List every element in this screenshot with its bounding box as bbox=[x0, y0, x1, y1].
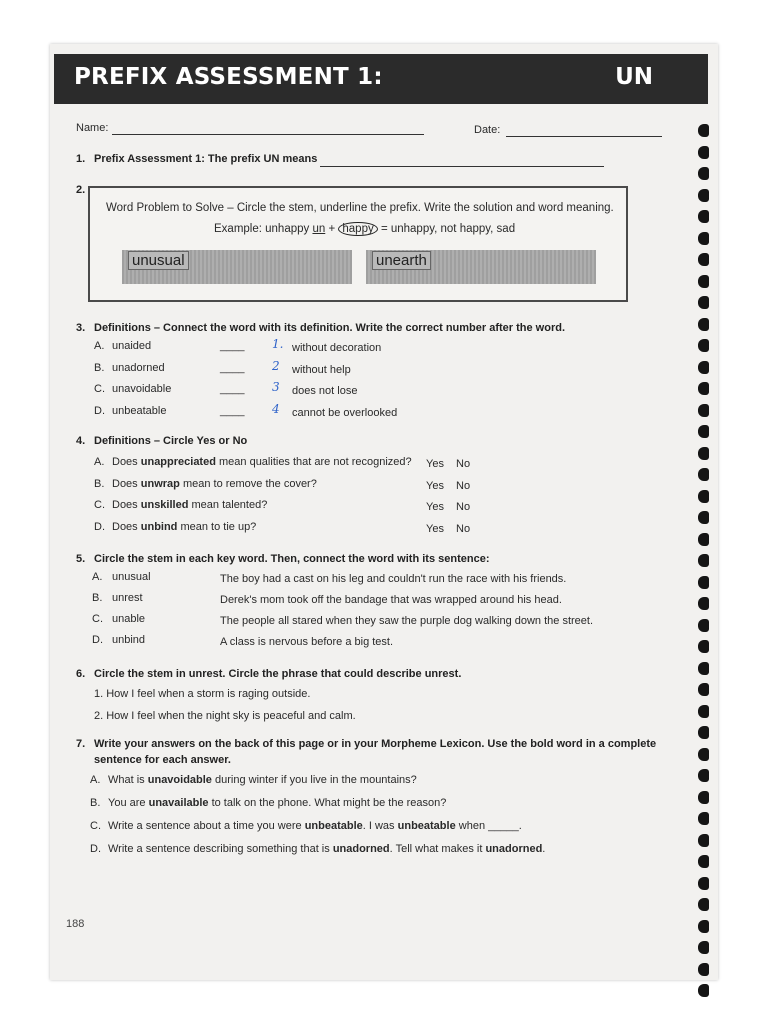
spiral-ring bbox=[698, 382, 709, 395]
spiral-ring bbox=[698, 898, 709, 911]
q3-item-blank[interactable]: ____ bbox=[220, 404, 245, 417]
spiral-ring bbox=[698, 124, 709, 137]
example-prefix: un bbox=[312, 223, 326, 235]
q7-prompt-end: . bbox=[542, 843, 546, 855]
spiral-ring bbox=[698, 576, 709, 589]
example-result: = unhappy, not happy, sad bbox=[380, 223, 516, 235]
q7-prompt-lead: Write a sentence about a time you were bbox=[108, 820, 302, 832]
q7-item-prompt bbox=[108, 843, 545, 855]
q5-item-letter: A. bbox=[92, 571, 103, 583]
q7-prompt-tail: to talk on the phone. What might be the reason? bbox=[211, 797, 447, 809]
spiral-ring bbox=[698, 640, 709, 653]
q4-item-letter: D. bbox=[94, 520, 105, 533]
q2-instruction: Word Problem to Solve – Circle the stem, underline the prefix. Write the solution and word meaning. bbox=[106, 202, 614, 214]
q4-text: Definitions – Circle Yes or No bbox=[94, 435, 248, 447]
spiral-ring bbox=[698, 920, 709, 933]
q5-text: Circle the stem in each key word. Then, connect the word with its sentence: bbox=[94, 553, 490, 565]
q4-item-letter: B. bbox=[94, 477, 105, 490]
q1-number: 1. bbox=[76, 153, 86, 165]
q3-item-letter: C. bbox=[94, 383, 105, 395]
q4-question-tail: mean talented? bbox=[191, 499, 268, 511]
date-label: Date: bbox=[474, 124, 501, 136]
spiral-ring bbox=[698, 361, 709, 374]
q7-prompt-end: when _____. bbox=[458, 820, 522, 832]
q7-item-prompt bbox=[108, 797, 446, 809]
spiral-ring bbox=[698, 425, 709, 438]
spiral-ring bbox=[698, 275, 709, 288]
q2-number: 2. bbox=[76, 184, 86, 196]
q7-bold-word: unavailable bbox=[148, 797, 209, 809]
q7-bold-word: unadorned bbox=[485, 843, 543, 855]
q1-answer-field[interactable] bbox=[320, 166, 604, 167]
q4-question-lead: Does bbox=[112, 520, 138, 533]
spiral-ring bbox=[698, 296, 709, 309]
q3-handwritten-number: 2 bbox=[272, 358, 280, 373]
spiral-ring bbox=[698, 189, 709, 202]
q3-item-word: unadorned bbox=[112, 361, 165, 374]
q3-item-letter: B. bbox=[94, 361, 105, 374]
q4-item-letter: C. bbox=[94, 499, 105, 511]
q3-handwritten-number: 4 bbox=[272, 401, 280, 416]
q4-key-word: unwrap bbox=[140, 477, 180, 490]
spiral-ring bbox=[698, 490, 709, 503]
q7-number: 7. bbox=[76, 738, 86, 750]
spiral-ring bbox=[698, 468, 709, 481]
date-field[interactable] bbox=[506, 136, 662, 137]
q5-key-word[interactable]: unbind bbox=[112, 634, 146, 646]
spiral-ring bbox=[698, 404, 709, 417]
q7-text-line1: Write your answers on the back of this page or in your Morpheme Lexicon. Use the bold word in a complete bbox=[94, 738, 657, 750]
q3-handwritten-number: 3 bbox=[272, 380, 280, 394]
q4-key-word: unskilled bbox=[140, 499, 189, 511]
q3-item-word: unaided bbox=[112, 340, 152, 352]
q4-no-option[interactable]: No bbox=[456, 479, 471, 492]
spiral-ring bbox=[698, 619, 709, 632]
spiral-binding bbox=[698, 124, 712, 1004]
spiral-ring bbox=[698, 253, 709, 266]
q3-item-definition: cannot be overlooked bbox=[292, 406, 398, 419]
word-tile-unearth bbox=[366, 250, 596, 284]
title-banner bbox=[54, 54, 708, 104]
q7-prompt-tail: . I was bbox=[362, 820, 395, 832]
q3-item-blank[interactable]: ____ bbox=[220, 383, 245, 395]
spiral-ring bbox=[698, 146, 709, 159]
q4-question-lead: Does bbox=[112, 456, 138, 468]
q3-item-word: unbeatable bbox=[112, 404, 167, 417]
q5-key-word[interactable]: unable bbox=[112, 613, 146, 625]
spiral-ring bbox=[698, 683, 709, 696]
q5-key-word[interactable]: unrest bbox=[112, 592, 143, 604]
q3-item-definition: without help bbox=[292, 363, 351, 376]
example-plus: + bbox=[328, 223, 336, 235]
q7-item-letter: D. bbox=[90, 843, 101, 855]
q5-sentence[interactable]: The people all stared when they saw the purple dog walking down the street. bbox=[220, 615, 594, 627]
q3-item-blank[interactable]: ____ bbox=[220, 361, 245, 374]
q5-item-letter: C. bbox=[92, 613, 103, 625]
spiral-ring bbox=[698, 318, 709, 331]
q7-prompt-lead: Write a sentence describing something that is bbox=[108, 843, 330, 855]
q4-yes-option[interactable]: Yes bbox=[426, 522, 444, 535]
q4-question-tail: mean to tie up? bbox=[180, 520, 257, 533]
q4-no-option[interactable]: No bbox=[456, 522, 471, 535]
example-stem: happy bbox=[338, 222, 377, 236]
q5-sentence[interactable]: The boy had a cast on his leg and couldn't run the race with his friends. bbox=[220, 573, 567, 585]
example-lead: Example: unhappy bbox=[214, 223, 310, 235]
q7-item-letter: A. bbox=[90, 774, 101, 786]
q7-prompt-tail: . Tell what makes it bbox=[389, 843, 483, 855]
q3-item-letter: D. bbox=[94, 404, 105, 417]
q3-item-word: unavoidable bbox=[112, 383, 172, 395]
spiral-ring bbox=[698, 748, 709, 761]
q6-text: Circle the stem in unrest. Circle the phrase that could describe unrest. bbox=[94, 668, 462, 680]
q4-yes-option[interactable]: Yes bbox=[426, 479, 444, 492]
q4-item-question bbox=[112, 521, 256, 533]
q3-handwritten-number: 1. bbox=[272, 337, 284, 351]
q4-question-tail: mean to remove the cover? bbox=[182, 477, 317, 490]
q7-prompt-lead: You are bbox=[108, 797, 146, 809]
q3-item-definition: does not lose bbox=[292, 385, 358, 397]
q4-key-word: unappreciated bbox=[140, 456, 216, 468]
word-tile-label: unearth bbox=[372, 251, 431, 270]
q5-sentence[interactable]: A class is nervous before a big test. bbox=[220, 636, 394, 648]
q7-text-line2: sentence for each answer. bbox=[94, 754, 231, 766]
q6-option-1: 1. How I feel when a storm is raging outside. bbox=[94, 688, 311, 700]
q4-number: 4. bbox=[76, 435, 86, 447]
q3-item-definition: without decoration bbox=[292, 342, 382, 354]
spiral-ring bbox=[698, 662, 709, 675]
q4-question-lead: Does bbox=[112, 477, 138, 490]
spiral-ring bbox=[698, 554, 709, 567]
spiral-ring bbox=[698, 511, 709, 524]
spiral-ring bbox=[698, 963, 709, 976]
q7-bold-word: unavoidable bbox=[147, 774, 212, 786]
q5-sentence[interactable]: Derek's mom took off the bandage that was wrapped around his head. bbox=[220, 594, 562, 606]
name-field[interactable] bbox=[112, 134, 424, 135]
name-label: Name: bbox=[76, 122, 109, 134]
q5-item-letter: B. bbox=[92, 592, 103, 604]
q7-prompt-lead: What is bbox=[108, 774, 145, 786]
spiral-ring bbox=[698, 877, 709, 890]
q3-text: Definitions – Connect the word with its definition. Write the correct number after the word. bbox=[94, 322, 565, 334]
q3-item-letter: A. bbox=[94, 340, 105, 352]
spiral-ring bbox=[698, 726, 709, 739]
spiral-ring bbox=[698, 834, 709, 847]
q4-item-question bbox=[112, 478, 317, 490]
spiral-ring bbox=[698, 339, 709, 352]
worksheet-page bbox=[50, 44, 718, 980]
spiral-ring bbox=[698, 597, 709, 610]
spiral-ring bbox=[698, 791, 709, 804]
q4-question-tail: mean qualities that are not recognized? bbox=[219, 456, 412, 468]
word-problem-box bbox=[88, 186, 628, 302]
q2-example bbox=[214, 222, 515, 236]
q4-yes-option[interactable]: Yes bbox=[426, 458, 444, 470]
q7-bold-word: unbeatable bbox=[397, 820, 456, 832]
spiral-ring bbox=[698, 941, 709, 954]
spiral-ring bbox=[698, 705, 709, 718]
assessment-title: PREFIX ASSESSMENT 1: bbox=[74, 64, 383, 90]
spiral-ring bbox=[698, 167, 709, 180]
spiral-ring bbox=[698, 232, 709, 245]
spiral-ring bbox=[698, 447, 709, 460]
q7-prompt-tail: during winter if you live in the mountains? bbox=[215, 774, 417, 786]
q7-bold-word: unadorned bbox=[332, 843, 390, 855]
spiral-ring bbox=[698, 769, 709, 782]
q7-item-letter: C. bbox=[90, 820, 101, 832]
page-number: 188 bbox=[66, 918, 85, 930]
q3-item-blank[interactable]: ____ bbox=[220, 340, 245, 352]
q7-item-letter: B. bbox=[90, 797, 101, 809]
q3-number: 3. bbox=[76, 322, 86, 334]
spiral-ring bbox=[698, 984, 709, 997]
word-tile-unusual bbox=[122, 250, 352, 284]
q5-item-letter: D. bbox=[92, 634, 103, 646]
q6-option-2: 2. How I feel when the night sky is peaceful and calm. bbox=[94, 710, 356, 722]
q4-question-lead: Does bbox=[112, 499, 138, 511]
q7-item-prompt bbox=[108, 820, 522, 832]
q4-no-option[interactable]: No bbox=[456, 458, 471, 470]
spiral-ring bbox=[698, 855, 709, 868]
prefix-tag: UN bbox=[615, 64, 653, 90]
q7-bold-word: unbeatable bbox=[304, 820, 363, 832]
q5-number: 5. bbox=[76, 553, 86, 565]
q4-no-option[interactable]: No bbox=[456, 501, 471, 513]
q4-item-question bbox=[112, 456, 412, 468]
q5-key-word[interactable]: unusual bbox=[112, 571, 151, 583]
q4-key-word: unbind bbox=[140, 520, 178, 533]
q4-yes-option[interactable]: Yes bbox=[426, 501, 444, 513]
word-tile-label: unusual bbox=[128, 251, 189, 270]
q6-number: 6. bbox=[76, 668, 86, 680]
spiral-ring bbox=[698, 533, 709, 546]
spiral-ring bbox=[698, 812, 709, 825]
spiral-ring bbox=[698, 210, 709, 223]
q4-item-question bbox=[112, 499, 267, 511]
q7-item-prompt bbox=[108, 774, 417, 786]
q4-item-letter: A. bbox=[94, 456, 105, 468]
q1-text: Prefix Assessment 1: The prefix UN means bbox=[94, 153, 318, 165]
